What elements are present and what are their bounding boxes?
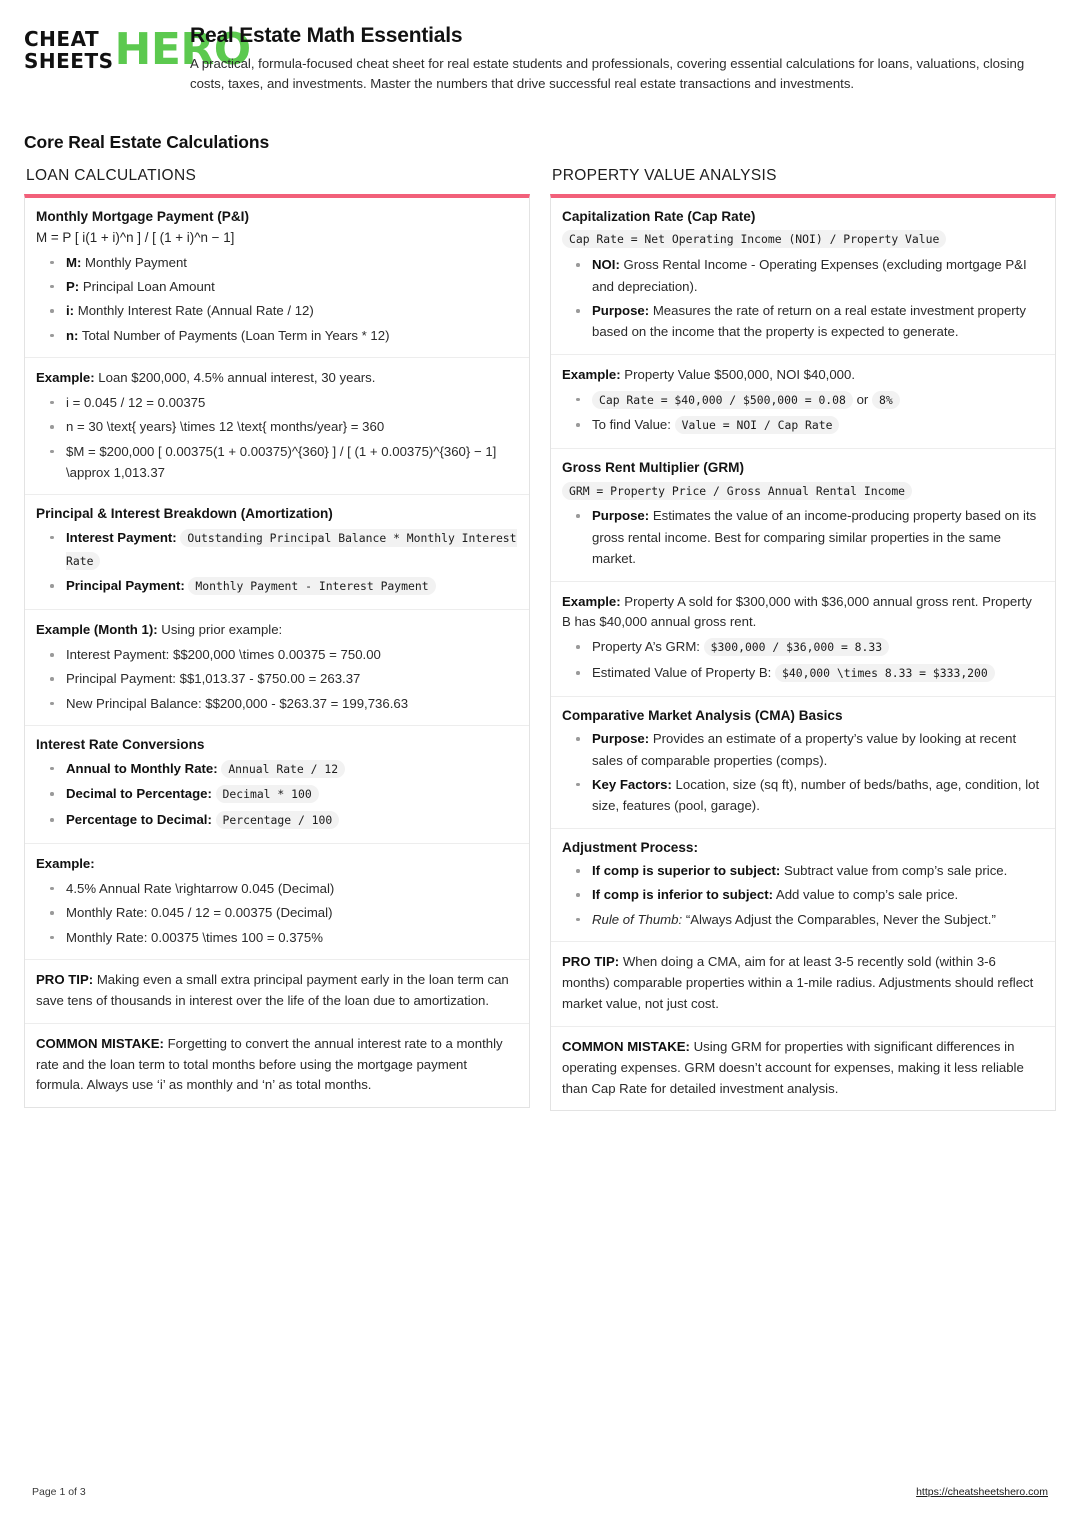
- bullet-list-cap-rate: [562, 254, 1044, 343]
- block-monthly-mortgage: [25, 198, 529, 358]
- example-lead-text: Loan $200,000, 4.5% annual interest, 30 years.: [94, 370, 376, 386]
- code-value-formula: Value = NOI / Cap Rate: [675, 416, 840, 434]
- example-lead-conversions: [36, 854, 518, 875]
- column-loan-calculations: [24, 167, 530, 1108]
- page-number: Page 1 of 3: [32, 1486, 86, 1498]
- site-url-link[interactable]: https://cheatsheetshero.com: [916, 1486, 1048, 1498]
- formula-grm: [562, 480, 1044, 503]
- example-lead-cap-rate: [562, 365, 1044, 386]
- example-label: Example:: [562, 593, 621, 609]
- label-principal-payment: Principal Payment:: [66, 578, 185, 594]
- term-label-m: M:: [66, 254, 82, 270]
- list-item: [562, 662, 1044, 685]
- list-item: i = 0.045 / 12 = 0.00375: [36, 392, 518, 413]
- block-title-monthly-mortgage: Monthly Mortgage Payment (P&I): [36, 209, 249, 225]
- list-item: [562, 389, 1044, 412]
- code-cap-rate-percent: 8%: [872, 391, 900, 409]
- list-item: Interest Payment: $$200,000 \times 0.00375 = 750.00: [36, 644, 518, 665]
- pro-tip-property: [562, 952, 1044, 1015]
- example-label: Example:: [36, 855, 95, 871]
- text-or: or: [856, 391, 869, 407]
- label-comp-inferior: If comp is inferior to subject:: [592, 887, 773, 903]
- block-title-amortization: Principal & Interest Breakdown (Amortization): [36, 506, 333, 522]
- label-purpose-cma: Purpose:: [592, 731, 650, 747]
- code-cap-rate-calc: Cap Rate = $40,000 / $500,000 = 0.08: [592, 391, 853, 409]
- code-percentage-to-decimal: Percentage / 100: [216, 811, 340, 829]
- header-text: [190, 22, 1056, 94]
- list-item: [562, 728, 1044, 771]
- code-property-b-value: $40,000 \times 8.33 = $333,200: [775, 664, 995, 682]
- block-cma: [551, 697, 1055, 829]
- list-item: [36, 809, 518, 832]
- common-mistake-loan: [36, 1034, 518, 1097]
- block-pro-tip-property: [551, 942, 1055, 1027]
- term-label-i: i:: [66, 303, 75, 319]
- example-lead-text: Property A sold for $300,000 with $36,000 annual gross rent. Property B has $40,000 annual gross rent.: [562, 593, 1032, 630]
- list-item: [36, 758, 518, 781]
- label-key-factors: Key Factors:: [592, 776, 672, 792]
- example-lead-grm: [562, 592, 1044, 634]
- term-label-n: n:: [66, 327, 79, 343]
- text-purpose-grm: Estimates the value of an income-producing property based on its gross rental income. Best for comparing similar properties in the same market.: [592, 508, 1037, 567]
- section-title: Core Real Estate Calculations: [24, 132, 270, 153]
- list-item: n = 30 \text{ years} \times 12 \text{ months/year} = 360: [36, 416, 518, 437]
- block-amortization-example: [25, 610, 529, 726]
- logo-row: [24, 24, 251, 76]
- bullet-list-mortgage-example: [36, 392, 518, 484]
- example-lead-text: Property Value $500,000, NOI $40,000.: [620, 366, 855, 382]
- block-title-cap-rate: Capitalization Rate (Cap Rate): [562, 209, 756, 225]
- page-header: [24, 22, 1056, 104]
- pro-tip-label: PRO TIP:: [562, 954, 620, 970]
- code-annual-to-monthly: Annual Rate / 12: [221, 760, 345, 778]
- list-item: [36, 575, 518, 598]
- label-annual-to-monthly: Annual to Monthly Rate:: [66, 760, 218, 776]
- text-comp-superior: Subtract value from comp’s sale price.: [780, 863, 1008, 879]
- common-mistake-property: [562, 1037, 1044, 1100]
- code-property-a-grm: $300,000 / $36,000 = 8.33: [704, 638, 889, 656]
- list-item: [36, 527, 518, 573]
- term-text-p: Principal Loan Amount: [79, 278, 215, 294]
- list-item: [562, 414, 1044, 437]
- block-cap-rate-example: [551, 355, 1055, 449]
- label-rule-of-thumb: Rule of Thumb:: [592, 911, 683, 927]
- list-item: Monthly Rate: 0.00375 \times 100 = 0.375%: [36, 927, 518, 948]
- block-title-conversions: Interest Rate Conversions: [36, 737, 205, 753]
- example-lead-amortization: [36, 620, 518, 641]
- card-loan-calculations: [24, 194, 530, 1108]
- list-item: 4.5% Annual Rate \rightarrow 0.045 (Decimal): [36, 878, 518, 899]
- common-mistake-label: COMMON MISTAKE:: [36, 1035, 164, 1051]
- formula-cap-rate: [562, 228, 1044, 251]
- label-percentage-to-decimal: Percentage to Decimal:: [66, 812, 212, 828]
- text-comp-inferior: Add value to comp’s sale price.: [772, 887, 959, 903]
- term-label-p: P:: [66, 278, 80, 294]
- brand-logo: [24, 22, 251, 76]
- pro-tip-loan: [36, 970, 518, 1012]
- block-title-grm: Gross Rent Multiplier (GRM): [562, 460, 745, 476]
- list-item: Principal Payment: $$1,013.37 - $750.00 = 263.37: [36, 668, 518, 689]
- column-property-value-analysis: [550, 167, 1056, 1111]
- bullet-list-amortization: [36, 527, 518, 598]
- code-interest-payment-formula: Outstanding Principal Balance * Monthly Interest Rate: [66, 530, 517, 568]
- common-mistake-label: COMMON MISTAKE:: [562, 1038, 690, 1054]
- list-item: [562, 860, 1044, 881]
- list-item: [562, 254, 1044, 297]
- text-purpose-cma: Provides an estimate of a property’s value by looking at recent sales of comparable properties (comps).: [592, 731, 1017, 768]
- column-heading-property: PROPERTY VALUE ANALYSIS: [552, 167, 777, 185]
- example-label: Example:: [562, 366, 621, 382]
- bullet-list-cap-rate-example: [562, 389, 1044, 438]
- block-conversions-example: [25, 844, 529, 960]
- code-decimal-to-percentage: Decimal * 100: [216, 785, 319, 803]
- list-item: [36, 300, 518, 321]
- block-amortization: [25, 495, 529, 610]
- label-comp-superior: If comp is superior to subject:: [592, 863, 781, 879]
- formula-monthly-mortgage: M = P [ i(1 + i)^n ] / [ (1 + i)^n − 1]: [36, 230, 235, 246]
- example-label: Example (Month 1):: [36, 622, 158, 638]
- bullet-list-amortization-example: [36, 644, 518, 714]
- block-grm-example: [551, 582, 1055, 697]
- text-noi: Gross Rental Income - Operating Expenses (excluding mortgage P&I and depreciation).: [592, 257, 1027, 294]
- text-property-a-grm: Property A’s GRM:: [592, 639, 700, 655]
- list-item: [562, 884, 1044, 905]
- block-interest-rate-conversions: [25, 726, 529, 844]
- block-mortgage-example: [25, 358, 529, 495]
- list-item: [36, 252, 518, 273]
- list-item: [36, 783, 518, 806]
- label-interest-payment: Interest Payment:: [66, 529, 177, 545]
- block-cap-rate: [551, 198, 1055, 355]
- text-property-b-value: Estimated Value of Property B:: [592, 665, 772, 681]
- list-item: [36, 325, 518, 346]
- list-item: $M = $200,000 [ 0.00375(1 + 0.00375)^{360} ] / [ (1 + 0.00375)^{360} − 1] \approx 1,013.37: [36, 441, 518, 484]
- pro-tip-label: PRO TIP:: [36, 971, 94, 987]
- term-text-m: Monthly Payment: [81, 254, 187, 270]
- list-item: [562, 505, 1044, 569]
- pro-tip-text: Making even a small extra principal payment early in the loan term can save tens of thousands in interest over the life of the loan due to amortization.: [36, 971, 509, 1008]
- block-common-mistake-property: [551, 1027, 1055, 1111]
- label-decimal-to-percentage: Decimal to Percentage:: [66, 786, 212, 802]
- list-item: New Principal Balance: $$200,000 - $263.37 = 199,736.63: [36, 693, 518, 714]
- list-item: [562, 300, 1044, 343]
- page-description: A practical, formula-focused cheat sheet for real estate students and professionals, covering essential calculations for loans, valuations, closing costs, taxes, and investments. Master the numbers that drive successful real estate transactions and investments.: [190, 56, 1025, 92]
- logo-line-cheat: CHEAT: [24, 27, 100, 51]
- block-common-mistake-loan: [25, 1024, 529, 1108]
- logo-wordmark: [24, 28, 114, 73]
- text-purpose-cap-rate: Measures the rate of return on a real estate investment property based on the income that the property is expected to generate.: [592, 303, 1026, 340]
- columns-container: [24, 167, 1056, 1111]
- column-heading-loan: LOAN CALCULATIONS: [26, 167, 197, 185]
- term-text-n: Total Number of Payments (Loan Term in Years * 12): [78, 327, 390, 343]
- example-lead-mortgage: [36, 368, 518, 389]
- common-mistake-text: Forgetting to convert the annual interest rate to a monthly rate and the loan term to total months before using the mortgage payment formula. Always use ‘i’ as monthly and ‘n’ as total months.: [36, 1035, 503, 1093]
- label-purpose-cap-rate: Purpose:: [592, 303, 650, 319]
- bullet-list-grm-example: [562, 636, 1044, 685]
- bullet-list-mortgage-terms: [36, 252, 518, 347]
- page-footer: [0, 1486, 1080, 1498]
- logo-accent-hero: HERO: [114, 24, 251, 76]
- term-text-i: Monthly Interest Rate (Annual Rate / 12): [74, 303, 314, 319]
- code-grm-formula: GRM = Property Price / Gross Annual Rental Income: [562, 482, 912, 500]
- bullet-list-conversions-example: [36, 878, 518, 948]
- text-to-find-value: To find Value:: [592, 417, 671, 433]
- pro-tip-text: When doing a CMA, aim for at least 3-5 recently sold (within 3-6 months) comparable properties within a 1-mile radius. Adjustments should reflect market value, not just cost.: [562, 954, 1034, 1011]
- page-title: Real Estate Math Essentials: [190, 24, 463, 47]
- logo-line-sheets: SHEETS: [24, 49, 114, 74]
- example-label: Example:: [36, 370, 95, 386]
- code-cap-rate-formula: Cap Rate = Net Operating Income (NOI) / Property Value: [562, 230, 946, 248]
- bullet-list-cma: [562, 728, 1044, 817]
- bullet-list-conversions: [36, 758, 518, 832]
- card-property-value-analysis: [550, 194, 1056, 1111]
- list-item: [562, 774, 1044, 817]
- label-purpose-grm: Purpose:: [592, 508, 650, 524]
- bullet-list-grm: [562, 505, 1044, 569]
- example-lead-text: Using prior example:: [157, 622, 283, 638]
- block-adjustment-process: [551, 829, 1055, 942]
- text-key-factors: Location, size (sq ft), number of beds/baths, age, condition, lot size, features (pool, garage).: [592, 776, 1040, 814]
- label-noi: NOI:: [592, 257, 620, 273]
- list-item: [562, 909, 1044, 930]
- list-item: [562, 636, 1044, 659]
- block-pro-tip-loan: [25, 960, 529, 1024]
- text-rule-of-thumb: “Always Adjust the Comparables, Never the Subject.”: [682, 911, 996, 927]
- block-title-cma: Comparative Market Analysis (CMA) Basics: [562, 707, 843, 723]
- list-item: [36, 276, 518, 297]
- block-grm: [551, 449, 1055, 581]
- list-item: Monthly Rate: 0.045 / 12 = 0.00375 (Decimal): [36, 902, 518, 923]
- code-principal-payment-formula: Monthly Payment - Interest Payment: [188, 577, 435, 595]
- block-title-adjustment-process: Adjustment Process:: [562, 839, 698, 855]
- bullet-list-adjustment: [562, 860, 1044, 930]
- common-mistake-text: Using GRM for properties with significant differences in operating expenses. GRM doesn’t account for expenses, making it less reliable than Cap Rate for detailed investment analysis.: [562, 1038, 1024, 1096]
